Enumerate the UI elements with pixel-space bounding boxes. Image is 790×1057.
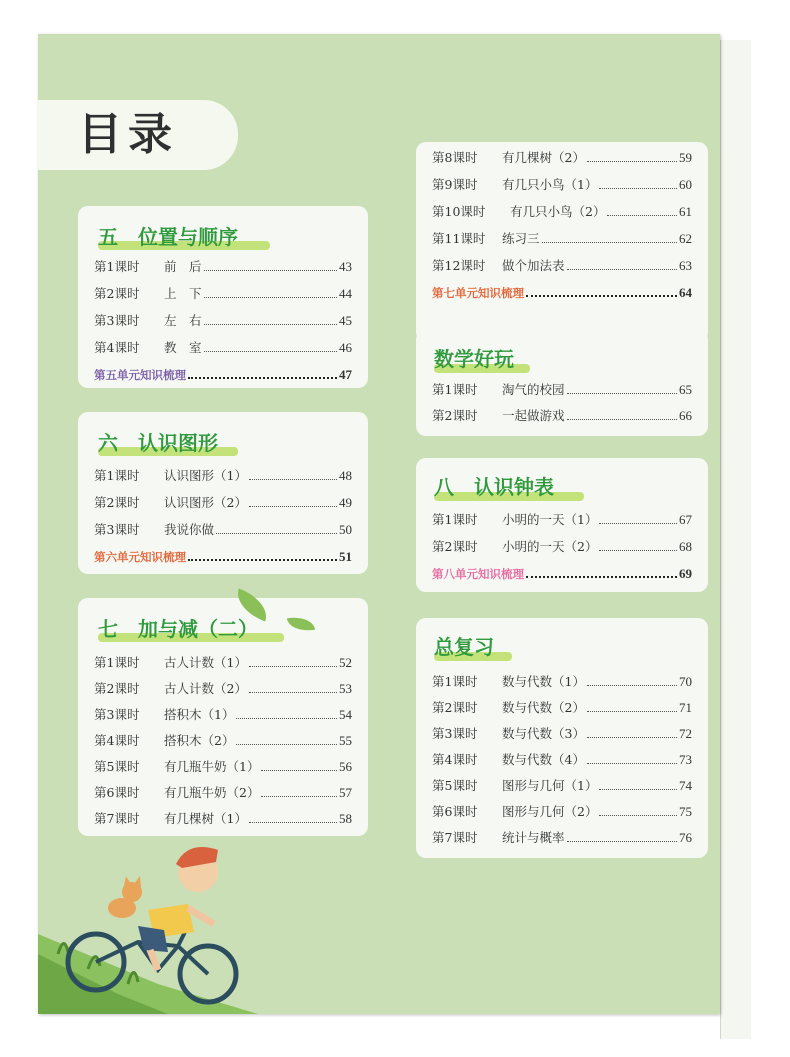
lesson-number: 第4课时 [432,752,478,767]
lesson-name: 古人计数（1） [164,655,247,670]
dot-leader [204,351,337,352]
section-title: 八 认识钟表 [434,475,554,499]
page-number: 55 [339,733,352,748]
page-number: 71 [679,700,692,715]
dot-leader [587,737,677,738]
section-title: 数学好玩 [434,347,514,371]
lesson-number: 第3课时 [94,707,140,722]
page-number: 65 [679,382,692,397]
toc-entry[interactable] [432,202,692,222]
toc-entry[interactable] [432,380,692,400]
lesson-name: 有几只小鸟（2） [510,204,606,219]
dot-leader [607,215,677,216]
section-card-7 [78,598,368,836]
toc-entry[interactable] [432,724,692,744]
page-number: 49 [339,495,352,510]
lesson-name: 左 右 [164,313,202,328]
dot-leader [236,718,337,719]
lesson-number: 第2课时 [94,495,140,510]
page-number: 43 [339,259,352,274]
dot-leader [236,744,337,745]
lesson-number: 第6课时 [432,804,478,819]
page-number: 67 [679,512,692,527]
lesson-number: 第5课时 [432,778,478,793]
dot-leader [587,763,677,764]
page-number: 76 [679,830,692,845]
toc-entry[interactable] [432,175,692,195]
toc-entry[interactable] [432,406,692,426]
dot-leader [567,393,677,394]
dot-leader [599,789,677,790]
dot-leader [599,815,677,816]
section-card-5 [78,206,368,388]
dot-leader [204,297,337,298]
page-number: 48 [339,468,352,483]
lesson-name: 数与代数（2） [502,700,585,715]
toc-entry[interactable] [94,257,352,277]
toc-entry[interactable] [432,802,692,822]
toc-entry[interactable] [94,679,352,699]
lesson-name: 小明的一天（2） [502,539,598,554]
toc-review-entry[interactable] [432,564,692,584]
toc-entry[interactable] [94,783,352,803]
lesson-number: 第4课时 [94,340,140,355]
lesson-name: 认识图形（1） [164,468,247,483]
page-edge [732,40,739,1039]
page-number: 64 [679,285,692,300]
lesson-name: 小明的一天（1） [502,512,598,527]
review-title: 第七单元知识梳理 [432,286,524,300]
dot-leader [249,692,337,693]
lesson-number: 第8课时 [432,150,478,165]
lesson-name: 数与代数（1） [502,674,585,689]
lesson-number: 第2课时 [432,539,478,554]
page-number: 52 [339,655,352,670]
dot-leader [599,550,677,551]
review-title: 第五单元知识梳理 [94,368,186,382]
toc-entry[interactable] [432,148,692,168]
dot-leader [249,506,337,507]
lesson-name: 做个加法表 [502,258,565,273]
page-number: 61 [679,204,692,219]
page-number: 47 [339,367,352,382]
lesson-name: 搭积木（2） [164,733,235,748]
lesson-name: 有几瓶牛奶（2） [164,785,260,800]
lesson-name: 淘气的校园 [502,382,565,397]
lesson-name: 一起做游戏 [502,408,565,423]
page-number: 75 [679,804,692,819]
title-tab [38,100,238,170]
page-number: 66 [679,408,692,423]
lesson-name: 数与代数（4） [502,752,585,767]
dot-leader [587,685,677,686]
lesson-name: 上 下 [164,286,202,301]
lesson-name: 图形与几何（1） [502,778,598,793]
page-edge [738,40,745,1039]
dot-leader [188,377,337,379]
lesson-number: 第1课时 [94,259,140,274]
lesson-name: 古人计数（2） [164,681,247,696]
lesson-number: 第3课时 [94,522,140,537]
toc-entry[interactable] [432,698,692,718]
toc-entry[interactable] [94,757,352,777]
page-number: 63 [679,258,692,273]
lesson-number: 第2课时 [432,700,478,715]
lesson-number: 第3课时 [94,313,140,328]
lesson-name: 有几只小鸟（1） [502,177,598,192]
lesson-number: 第9课时 [432,177,478,192]
dot-leader [261,796,337,797]
lesson-name: 有几瓶牛奶（1） [164,759,260,774]
lesson-number: 第2课时 [94,286,140,301]
section-title: 七 加与减（二） [98,617,258,641]
page-number: 46 [339,340,352,355]
page-number: 72 [679,726,692,741]
page-number: 60 [679,177,692,192]
page-number: 56 [339,759,352,774]
lesson-name: 统计与概率 [502,830,565,845]
page-title: 目录 [78,109,178,160]
review-title: 第六单元知识梳理 [94,550,186,564]
section-card-6 [78,412,368,574]
toc-entry[interactable] [94,284,352,304]
page-number: 68 [679,539,692,554]
section-card-8 [416,458,708,592]
toc-entry[interactable] [432,510,692,530]
toc-entry[interactable] [94,653,352,673]
page-number: 53 [339,681,352,696]
cat [108,876,142,918]
section-card-7-continued [416,142,708,342]
lesson-number: 第7课时 [94,811,140,826]
dot-leader [249,822,337,823]
toc-entry[interactable] [94,493,352,513]
page-number: 57 [339,785,352,800]
dot-leader [188,559,337,561]
lesson-number: 第7课时 [432,830,478,845]
page-number: 58 [339,811,352,826]
lesson-number: 第11课时 [432,231,486,246]
toc-entry[interactable] [432,672,692,692]
page-edge [720,40,727,1039]
lesson-number: 第3课时 [432,726,478,741]
lesson-number: 第6课时 [94,785,140,800]
toc-entry[interactable] [432,256,692,276]
dot-leader [249,666,337,667]
page-number: 45 [339,313,352,328]
dot-leader [216,533,337,534]
dot-leader [526,576,677,578]
lesson-number: 第1课时 [94,468,140,483]
dot-leader [567,269,677,270]
section-title: 六 认识图形 [98,431,218,455]
page-number: 74 [679,778,692,793]
dot-leader [542,242,677,243]
page-number: 59 [679,150,692,165]
page-number: 44 [339,286,352,301]
lesson-name: 认识图形（2） [164,495,247,510]
dot-leader [599,523,677,524]
page-number: 62 [679,231,692,246]
dot-leader [567,841,677,842]
lesson-name: 数与代数（3） [502,726,585,741]
page-number: 54 [339,707,352,722]
toc-entry[interactable] [432,537,692,557]
page-edge [726,40,733,1039]
lesson-number: 第5课时 [94,759,140,774]
page-number: 69 [679,566,692,581]
lesson-name: 前 后 [164,259,202,274]
toc-review-entry[interactable] [94,547,352,567]
toc-entry[interactable] [432,750,692,770]
dot-leader [204,270,337,271]
lesson-number: 第4课时 [94,733,140,748]
lesson-number: 第1课时 [94,655,140,670]
section-title: 总复习 [434,635,494,659]
toc-entry[interactable] [432,828,692,848]
toc-entry[interactable] [94,338,352,358]
lesson-name: 我说你做 [164,522,215,537]
toc-entry[interactable] [432,229,692,249]
toc-entry[interactable] [432,776,692,796]
dot-leader [261,770,337,771]
boy-on-bicycle-illustration [38,834,298,1014]
dot-leader [599,188,677,189]
lesson-name: 搭积木（1） [164,707,235,722]
toc-entry[interactable] [94,731,352,751]
lesson-number: 第10课时 [432,204,486,219]
dot-leader [587,711,677,712]
lesson-name: 有几棵树（1） [164,811,247,826]
lesson-number: 第1课时 [432,382,478,397]
review-title: 第八单元知识梳理 [432,567,524,581]
lesson-number: 第2课时 [94,681,140,696]
page-edge [744,40,751,1039]
section-card-fun [416,330,708,436]
page-number: 70 [679,674,692,689]
page-number: 73 [679,752,692,767]
dot-leader [249,479,337,480]
toc-page [38,34,720,1014]
lesson-name: 图形与几何（2） [502,804,598,819]
toc-review-entry[interactable] [432,283,692,303]
toc-entry[interactable] [94,809,352,829]
toc-entry[interactable] [94,466,352,486]
section-card-review [416,618,708,858]
toc-entry[interactable] [94,520,352,540]
page-number: 50 [339,522,352,537]
lesson-number: 第2课时 [432,408,478,423]
lesson-name: 练习三 [502,231,540,246]
toc-review-entry[interactable] [94,365,352,385]
dot-leader [526,295,677,297]
toc-entry[interactable] [94,705,352,725]
toc-entry[interactable] [94,311,352,331]
boy [138,847,218,970]
lesson-name: 有几棵树（2） [502,150,585,165]
dot-leader [587,161,677,162]
page-number: 51 [339,549,352,564]
lesson-number: 第1课时 [432,512,478,527]
lesson-number: 第12课时 [432,258,486,273]
lesson-number: 第1课时 [432,674,478,689]
dot-leader [204,324,337,325]
dot-leader [567,419,677,420]
section-title: 五 位置与顺序 [98,225,238,249]
lesson-name: 教 室 [164,340,202,355]
